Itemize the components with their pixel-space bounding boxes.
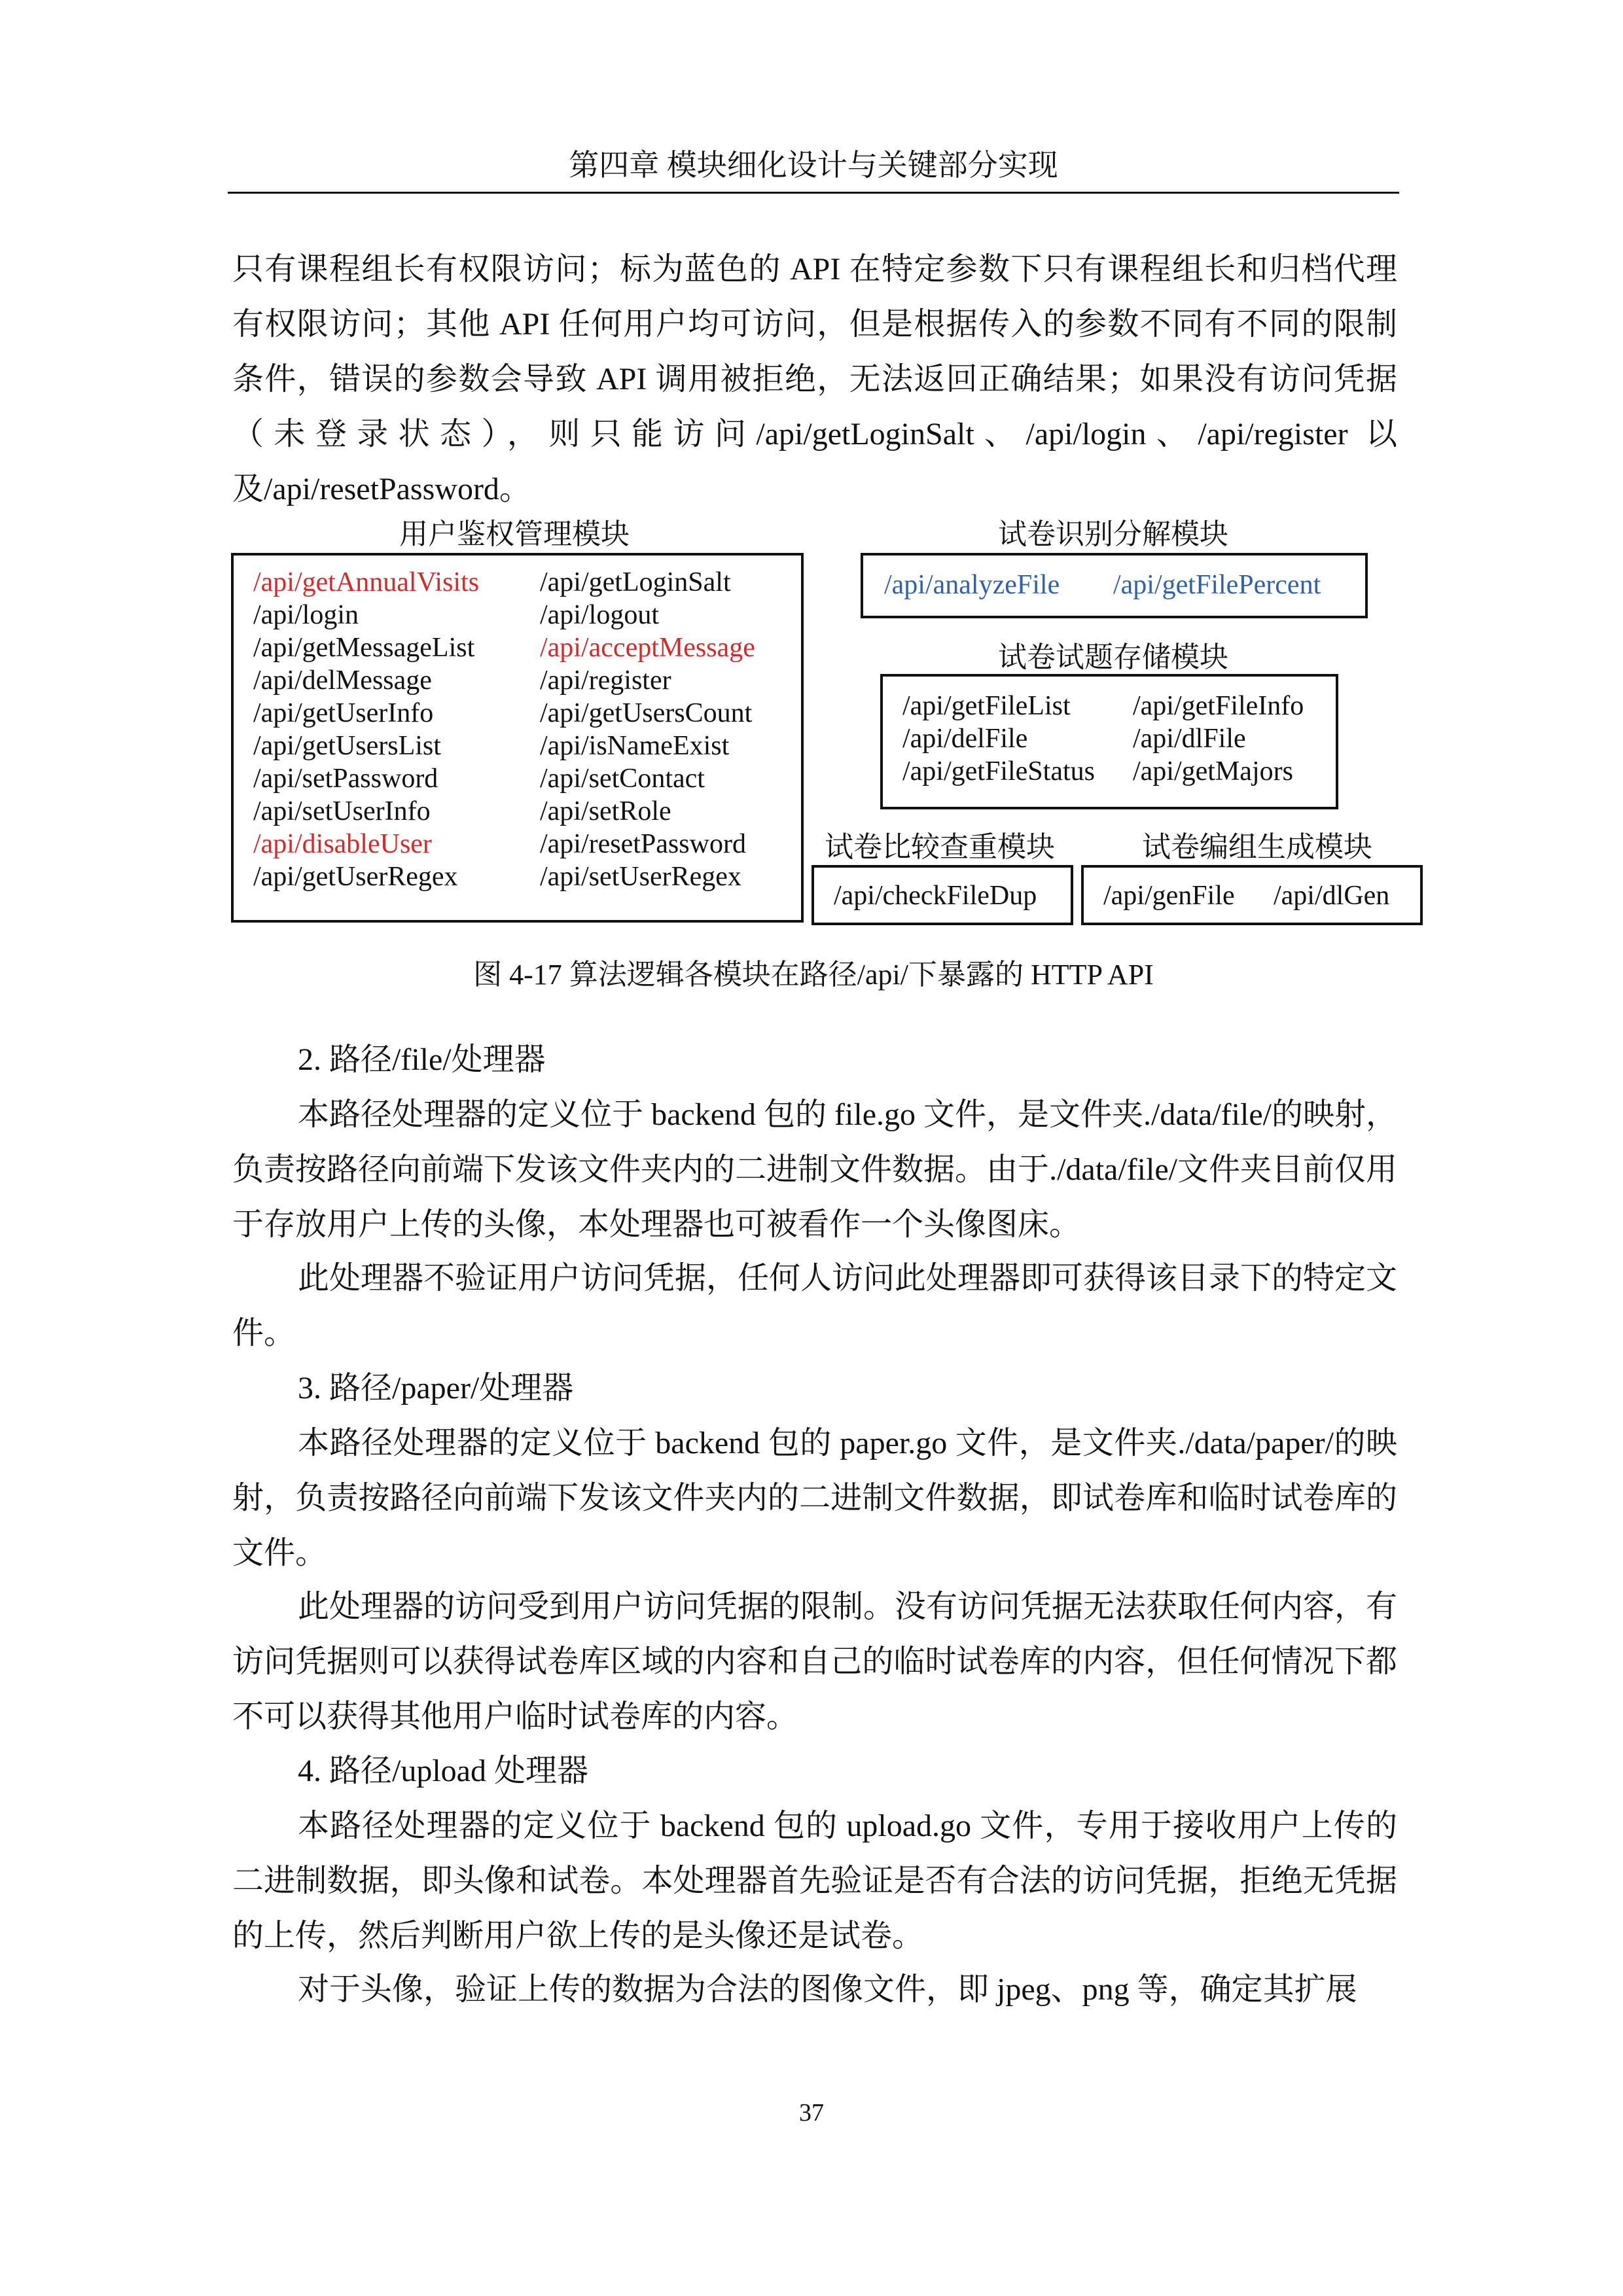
auth-api-left-item: /api/getUserInfo xyxy=(253,698,434,728)
auth-api-right-item: /api/register xyxy=(540,665,671,696)
auth-api-right-item: /api/acceptMessage xyxy=(540,633,755,663)
figure-caption: 图 4-17 算法逻辑各模块在路径/api/下暴露的 HTTP API xyxy=(473,959,1154,991)
api-check-file-dup: /api/checkFileDup xyxy=(834,881,1037,911)
api-get-file-list: /api/getFileList xyxy=(902,691,1071,721)
api-del-file: /api/delFile xyxy=(902,724,1028,754)
storage-module-title: 试卷试题存储模块 xyxy=(998,641,1228,673)
auth-api-right-item: /api/setUserRegex xyxy=(540,862,741,892)
paragraph-avatar-upload: 对于头像，验证上传的数据为合法的图像文件，即 jpeg、png 等，确定其扩展 xyxy=(298,1972,1357,2007)
paragraph-api-access: 只有课程组长有权限访问；标为蓝色的 API 在特定参数下只有课程组长和归档代理有权限访问；其他 API 任何用户均可访问，但是根据传入的参数不同有不同的限制条件，错误的参数会导致 API 调用被拒绝，无法返回正确结果；如果没有访问凭据（未登录状态），则只能访问/api/getLoginSalt、/api/login、/api/register 以及/api/resetPassword。 xyxy=(232,252,1397,506)
auth-api-right-item: /api/getUsersCount xyxy=(540,698,753,728)
api-gen-file: /api/genFile xyxy=(1103,881,1235,911)
api-get-file-status: /api/getFileStatus xyxy=(902,756,1095,786)
auth-api-right-item: /api/setRole xyxy=(540,796,671,826)
auth-api-right-item: /api/logout xyxy=(540,600,659,630)
paragraph-paper-access: 此处理器的访问受到用户访问凭据的限制。没有访问凭据无法获取任何内容，有访问凭据则可以获得试卷库区域的内容和自己的临时试卷库的内容，但任何情况下都不可以获得其他用户临时试卷库的内容。 xyxy=(232,1589,1398,1734)
paragraph-upload-handler: 本路径处理器的定义位于 backend 包的 upload.go 文件，专用于接收用户上传的二进制数据，即头像和试卷。本处理器首先验证是否有合法的访问凭据，拒绝无凭据的上传，然后判断用户欲上传的是头像还是试卷。 xyxy=(232,1809,1397,1953)
auth-api-left-item: /api/getAnnualVisits xyxy=(253,567,480,597)
auth-api-left-item: /api/login xyxy=(253,600,359,630)
api-get-file-info: /api/getFileInfo xyxy=(1133,691,1304,721)
auth-api-left-item: /api/getMessageList xyxy=(253,633,475,663)
auth-api-left-item: /api/getUserRegex xyxy=(253,862,458,892)
auth-api-right-item: /api/getLoginSalt xyxy=(540,567,731,597)
storage-module-box xyxy=(880,674,1338,809)
auth-api-right-item: /api/setContact xyxy=(540,764,705,794)
page-number: 37 xyxy=(799,2099,824,2127)
recognition-module-box xyxy=(861,553,1368,618)
auth-api-left-item: /api/disableUser xyxy=(253,829,432,859)
auth-api-right-item: /api/isNameExist xyxy=(540,731,730,761)
paragraph-file-handler: 本路径处理器的定义位于 backend 包的 file.go 文件，是文件夹./data/file/的映射，负责按路径向前端下发该文件夹内的二进制文件数据。由于./data/file/文件夹目前仅用于存放用户上传的头像，本处理器也可被看作一个头像图床。 xyxy=(232,1097,1397,1242)
header-rule xyxy=(228,192,1399,194)
dup-module-title: 试卷比较查重模块 xyxy=(825,831,1055,863)
auth-api-left-item: /api/setUserInfo xyxy=(253,796,431,826)
api-get-file-percent: /api/getFilePercent xyxy=(1113,570,1321,600)
auth-module-title: 用户鉴权管理模块 xyxy=(399,518,630,550)
section-heading-file: 2. 路径/file/处理器 xyxy=(298,1042,546,1077)
paragraph-file-access: 此处理器不验证用户访问凭据，任何人访问此处理器即可获得该目录下的特定文件。 xyxy=(232,1261,1398,1351)
api-get-majors: /api/getMajors xyxy=(1133,756,1293,786)
paragraph-paper-handler: 本路径处理器的定义位于 backend 包的 paper.go 文件，是文件夹./data/paper/的映射，负责按路径向前端下发该文件夹内的二进制文件数据，即试卷库和临时试卷库的文件。 xyxy=(232,1426,1397,1570)
auth-api-right-item: /api/resetPassword xyxy=(540,829,746,859)
auth-api-left-item: /api/delMessage xyxy=(253,665,432,696)
section-heading-upload: 4. 路径/upload 处理器 xyxy=(298,1754,588,1788)
section-heading-paper: 3. 路径/paper/处理器 xyxy=(298,1371,574,1405)
recognition-module-title: 试卷识别分解模块 xyxy=(998,518,1228,550)
api-analyze-file: /api/analyzeFile xyxy=(884,570,1060,600)
auth-api-left-item: /api/getUsersList xyxy=(253,731,441,761)
api-dl-file: /api/dlFile xyxy=(1133,724,1246,754)
auth-module-box xyxy=(231,553,804,923)
running-header: 第四章 模块细化设计与关键部分实现 xyxy=(569,149,1058,182)
dup-module-box xyxy=(812,865,1073,925)
gen-module-title: 试卷编组生成模块 xyxy=(1142,831,1372,863)
auth-api-left-item: /api/setPassword xyxy=(253,764,438,794)
api-dl-gen: /api/dlGen xyxy=(1274,881,1390,911)
gen-module-box xyxy=(1081,865,1423,925)
